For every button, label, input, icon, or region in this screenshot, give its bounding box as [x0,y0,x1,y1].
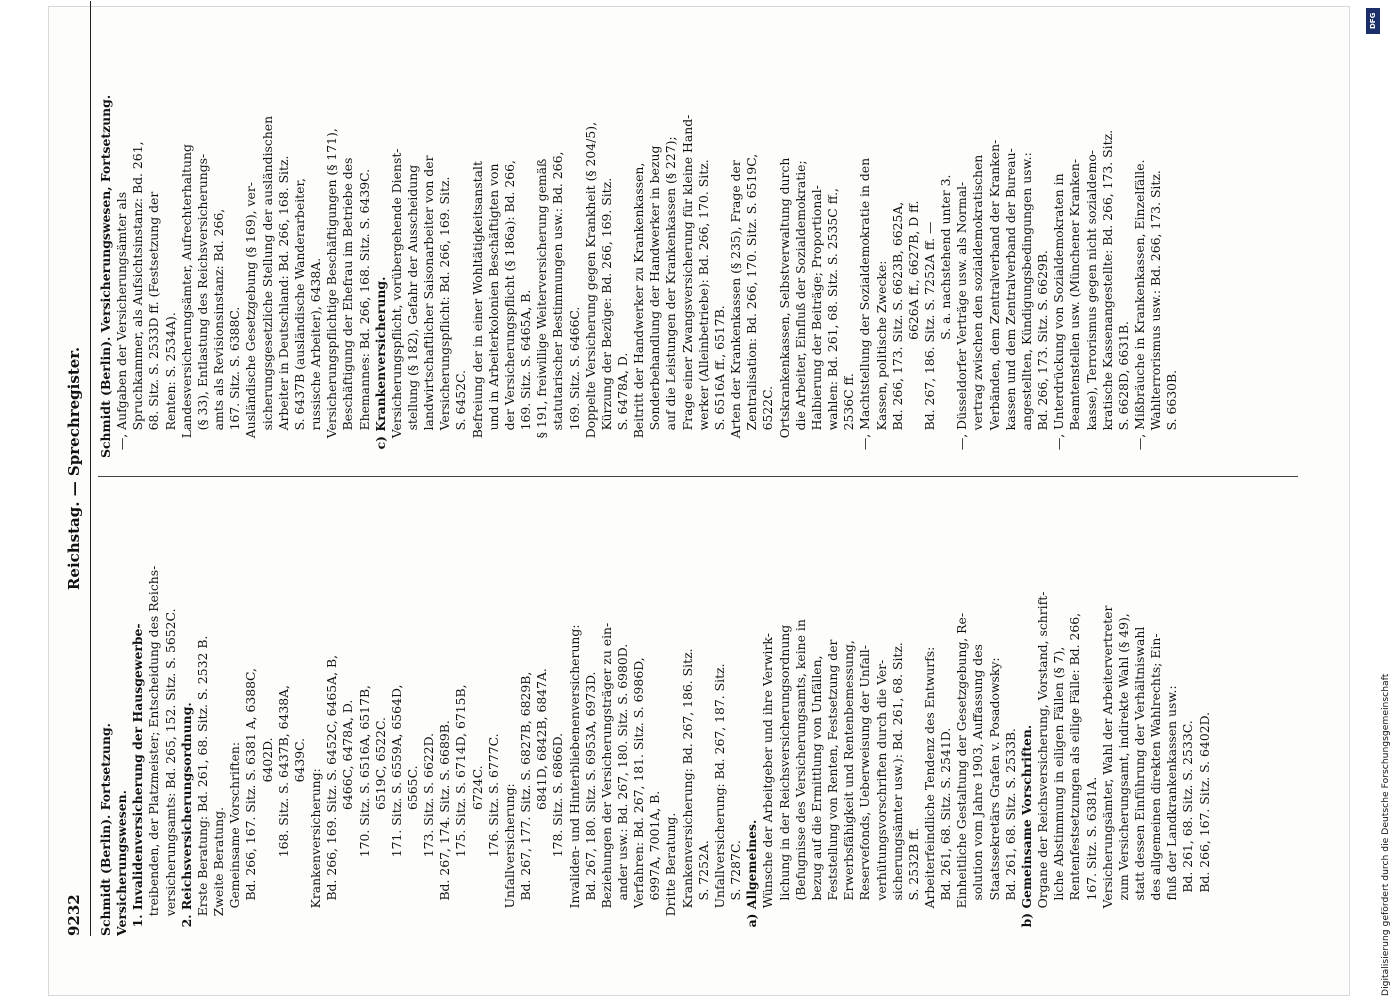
index-entry-line: 175. Sitz. S. 6714D, 6715B, [453,684,469,936]
index-entry-line: liche Abstimmung in eiligen Fällen (§ 7), [1051,646,1067,936]
index-entry-line: 6519C, 6522C. [372,717,388,936]
column-divider [98,476,1298,477]
index-entry-line: Krankenversicherung: Bd. 267, 186. Sitz. [679,648,695,936]
index-entry-line: Arten der Krankenkassen (§ 235), Frage der [728,160,744,458]
index-entry-line: 178. Sitz. S. 6866D. [550,732,566,936]
index-entry-line: —, Unterdrückung von Sozialdemokraten in [1051,173,1067,458]
index-entry-line: 167. Sitz. S. 6381A. [1083,776,1099,936]
index-entry-line: Erste Beratung: Bd. 261, 68. Sitz. S. 2532 B. [194,635,210,936]
index-entry-line: Dritte Beratung. [663,812,679,936]
dfg-imprint: Digitalisierung gefördert durch die Deutsche Forschungsgemeinschaft [1380,673,1391,996]
index-entry-line: der Versicherungspflicht (§ 186a): Bd. 266, [501,160,517,458]
index-entry-line: Bd. 266, 167. Sitz. S. 6381 A, 6388C, [243,668,259,936]
index-entry-line: (§ 33), Entlastung des Reichsversicherungs- [194,153,210,458]
index-entry-line: Beitritt der Handwerker zu Krankenkassen, [631,162,647,458]
index-entry-line: Schmidt (Berlin). Versicherungswesen, Fortsetzung. [98,94,113,458]
index-entry-line: Rentenfestsetzungen als eilige Fälle: Bd. 266, [1067,612,1083,936]
index-entry-line: Versicherungswesen. [114,790,130,936]
dfg-logo-icon: DFG [1366,8,1380,34]
index-entry-line: S. 6516A ff., 6517B. [711,305,727,458]
page-header [62,1,90,936]
index-entry-line: Doppelte Versicherung gegen Krankheit (§ 204/5), [582,121,598,458]
index-entry-line: 6841D, 6842B, 6847A. [534,668,550,936]
index-entry-line: 2. Reichsversicherungsordnung. [178,702,194,936]
index-entry-line: Krankenversicherung: [308,768,324,936]
index-entry-line: S. 2532B ff. [905,827,921,936]
index-entry-line: Halbierung der Beiträge; Proportional- [808,185,824,458]
index-entry-line: Bd. 267, 174. Sitz. S. 6689B. [437,720,453,936]
index-entry-line: Sonderbehandlung der Handwerker in bezug [647,145,663,458]
index-entry-line: fluß der Landkrankenkassen usw.: [1164,685,1180,936]
index-entry-line: 6565C. [404,765,420,936]
index-entry-line: Unfallversicherung: [501,783,517,936]
index-entry-line: Bd. 267, 186. Sitz. S. 7252A ff. — [921,221,937,458]
index-entry-line: 6626A ff., 6627B, D ff. [905,200,921,458]
index-entry-line: Erwerbsfähigkeit und Rentenbemessung, [841,640,857,936]
document-page [62,1,1320,936]
index-entry-line: Beschäftigung der Ehefrau im Betriebe des [340,157,356,458]
index-entry-line: des allgemeinen direkten Wahlrechts; Ein- [1148,633,1164,936]
index-entry-line: Ortskrankenkassen, Selbstverwaltung durch [776,157,792,458]
index-entry-line: Wünsche der Arbeitgeber und ihre Verwirk- [760,633,776,936]
index-entry-line: Arbeiterfeindliche Tendenz des Entwurfs: [921,646,937,936]
index-entry-line: Bd. 261, 68. Sitz. S. 2533C. [1180,720,1196,936]
index-entry-line: 68. Sitz. S. 2533D ff. (Festsetzung der [146,191,162,458]
index-entry-line: Zentralisation: Bd. 266, 170. Sitz. S. 6519C, [744,153,760,458]
index-entry-line: c) Krankenversicherung. [372,276,388,458]
left-column [98,496,1213,936]
index-entry-line: —, Aufgaben der Versicherungsämter als [114,191,130,458]
index-entry-line: 6402D. [259,737,275,936]
index-entry-line: Landesversicherungsämter, Aufrechterhaltung [178,144,194,458]
right-column [98,18,1180,458]
index-entry-line: Bd. 261, 68. Sitz. S. 2533B. [1002,728,1018,936]
index-entry-line: 176. Sitz. S. 6777C. [485,733,501,936]
header-rule [90,1,91,936]
index-entry-line: 167. Sitz. S. 6388C. [227,306,243,458]
index-entry-line: Staatssekretärs Grafen v. Posadowsky: [986,657,1002,936]
index-entry-line: S. 6628D, 6631B. [1115,321,1131,458]
index-entry-line: Unfallversicherung: Bd. 267, 187. Sitz. [711,663,727,936]
index-entry-line: 168. Sitz. S. 6437B, 6438A, [275,685,291,936]
index-entry-line: Bd. 267, 180. Sitz. S. 6953A, 6973D. [582,671,598,936]
index-entry-line: Ausländische Gesetzgebung (§ 169), ver- [243,182,259,458]
index-entry-line: kasse), Terrorismus gegen nicht sozialdemo- [1083,150,1099,458]
index-entry-line: solution vom Jahre 1903, Auffassung des [970,644,986,936]
index-entry-line: Bd. 261, 68. Sitz. S. 2541D. [938,727,954,936]
index-entry-line: Frage einer Zwangsversicherung für kleine Hand- [679,114,695,458]
index-entry-line: Verfahren: Bd. 267, 181. Sitz. S. 6986D, [631,657,647,936]
index-entry-line: 169. Sitz. S. 6466C. [566,306,582,458]
index-entry-line: S. 6437B (ausländische Wanderarbeiter, [291,178,307,458]
index-entry-line: S. 6478A, D. [615,352,630,458]
index-entry-line: 170. Sitz. S. 6516A, 6517B, [356,685,372,936]
index-entry-line: treibenden, der Platzmeister; Entscheidung des Reichs- [146,565,162,936]
index-entry-line: bezug auf die Ermittlung von Unfällen, [808,655,824,936]
index-entry-line: russische Arbeiter), 6438A. [308,257,324,458]
index-entry-line: S. 7252A. [695,840,711,936]
index-entry-line: vertrag zwischen den sozialdemokratischen [970,154,986,458]
index-entry-line: § 191, freiwillige Weiterversicherung gemäß [534,158,550,458]
index-entry-line: Bd. 267, 177. Sitz. S. 6827B, 6829B, [518,671,534,936]
index-entry-line: 173. Sitz. S. 6622D. [421,732,437,936]
index-entry-line: Bd. 266, 169. Sitz. S. 6452C, 6465A, B, [324,654,340,936]
index-entry-line: Wahlterrorismus usw.: Bd. 266, 173. Sitz. [1148,170,1164,458]
index-entry-line: 6724C. [469,765,485,936]
index-entry-line: Schmidt (Berlin). Fortsetzung. [98,723,113,936]
index-entry-line: Verbänden, dem Zentralverband der Kranken- [986,139,1002,458]
index-entry-line: wahlen: Bd. 261, 68. Sitz. S. 2535C ff., [825,188,841,458]
index-entry-line: stellung (§ 182), Gefahr der Ausscheidung [404,164,420,458]
index-entry-line: Reservefonds, Ueberweisung der Unfall- [857,645,873,936]
index-entry-line: Bd. 266, 173. Sitz. S. 6623B, 6625A, [889,201,905,458]
index-entry-line: Versicherungspflicht, vorübergehende Dienst- [388,148,404,458]
index-entry-line: Kassen, politische Zwecke: [873,260,889,458]
index-entry-line: Organe der Reichsversicherung, Vorstand, schrift- [1035,591,1051,936]
index-entry-line: 1. Invalidenversicherung der Hausgewerbe- [130,623,146,936]
index-entry-line: kassen und dem Zentralverband der Bureau- [1002,148,1018,458]
index-entry-line: b) Gemeinsame Vorschriften. [1018,724,1034,936]
index-entry-line: Invaliden- und Hinterbliebenenversicherung: [566,624,582,936]
index-entry-line: —, Mißbräuche in Krankenkassen, Einzelfälle. [1132,159,1147,458]
index-entry-line: sicherungsämter usw.): Bd. 261, 68. Sitz. [889,642,905,936]
index-entry-line: S. 6452C. [453,369,469,458]
index-entry-line: Einheitliche Gestaltung der Gesetzgebung, Re- [954,612,970,936]
index-entry-line: a) Allgemeines. [744,819,760,936]
index-entry-line: Beziehungen der Versicherungsträger zu ein- [598,622,614,936]
index-entry-line: S. 7287C. [728,840,744,936]
index-entry-line: 6466C, 6478A, D. [340,699,356,936]
index-entry-line: —, Machtstellung der Sozialdemokratie in den [857,157,873,458]
index-entry-line: S. a. nachstehend unter 3. [938,174,954,458]
index-entry-line: —, Düsseldorfer Verträge usw. als Normal- [954,181,970,458]
index-entry-line: S. 6630B. [1164,369,1180,458]
index-entry-line: lichung in der Reichsversicherungsordnung [776,624,792,936]
index-entry-line: und in Arbeiterkolonien Beschäftigten von [485,163,501,458]
index-entry-line: sicherungsgesetzliche Stellung der ausländischen [259,115,275,458]
index-entry-line: versicherungsamts: Bd. 265, 152. Sitz. S. 5652C. [162,608,178,936]
index-entry-line: Zweite Beratung. [211,806,227,936]
index-entry-line: Renten: S. 2534A). [162,312,178,458]
index-entry-line: 6439C. [291,737,307,936]
index-entry-line: 2536C ff. [841,373,857,458]
index-entry-line: 171. Sitz. S. 6559A, 6564D, [388,684,404,936]
index-entry-line: Versicherungspflichtige Beschäftigungen (§ 171), [324,128,340,458]
index-entry-line: verhütungsvorschriften durch die Ver- [873,659,889,936]
index-entry-line: Beamtenstellen usw. (Münchener Kranken- [1067,158,1083,458]
index-entry-line: werker (Alleinbetriebe): Bd. 266, 170. Sitz. [695,159,711,458]
index-entry-line: statutarischer Bestimmungen usw.: Bd. 266, [550,151,566,458]
index-entry-line: amts als Revisionsinstanz: Bd. 266, [211,208,227,458]
index-entry-line: Befreiung der in einer Wohltätigkeitsanstalt [469,161,485,458]
index-entry-line: 169. Sitz. S. 6465A, B. [518,289,534,458]
index-entry-line: 6997A, 7001A, B. [647,790,663,936]
index-entry-line: zum Versicherungsamt, indirekte Wahl (§ 49), [1115,613,1131,936]
index-entry-line: Versicherungsämter, Wahl der Arbeitervertreter [1099,605,1115,936]
page-number: 9232 [65,894,83,936]
index-entry-line: die Arbeiter, Einfluß der Sozialdemokratie; [792,160,808,458]
index-entry-line: 6522C. [760,385,776,458]
index-entry-line: (Befugnisse des Versicherungsamts, keine in [792,619,808,936]
index-entry-line: Bd. 266, 173. Sitz. S. 6629B. [1035,250,1051,458]
index-entry-line: ander usw.: Bd. 267, 180. Sitz. S. 6980D. [615,643,630,936]
index-entry-line: Arbeiter in Deutschland: Bd. 266, 168. Sitz. [275,155,291,458]
running-title: Reichstag. — Sprechregister. [65,346,83,591]
index-entry-line: Gemeinsame Vorschriften: [227,741,243,936]
index-entry-line: kratische Kassenangestellte: Bd. 266, 173. Sitz. [1099,129,1115,458]
index-entry-line: angestellten, Kündigungsbedingungen usw.: [1018,152,1034,458]
index-entry-line: auf die Leistungen der Krankenkassen (§ 227); [663,136,679,458]
index-entry-line: landwirtschaftlicher Saisonarbeiter von der [421,155,437,458]
index-entry-line: Feststellung von Renten, Festsetzung der [825,639,841,936]
index-entry-line: Ehemannes: Bd. 266, 168. Sitz. S. 6439C. [356,168,372,458]
index-entry-line: statt dessen Einführung der Verhältniswahl [1132,626,1147,936]
index-entry-line: Versicherungspflicht: Bd. 266, 169. Sitz. [437,176,453,458]
index-entry-line: Bd. 266, 167. Sitz. S. 6402D. [1196,711,1212,936]
index-entry-line: Kürzung der Bezüge: Bd. 266, 169. Sitz. [598,177,614,458]
index-entry-line: Spruchkammer, als Aufsichtsinstanz: Bd. 261, [130,141,146,458]
